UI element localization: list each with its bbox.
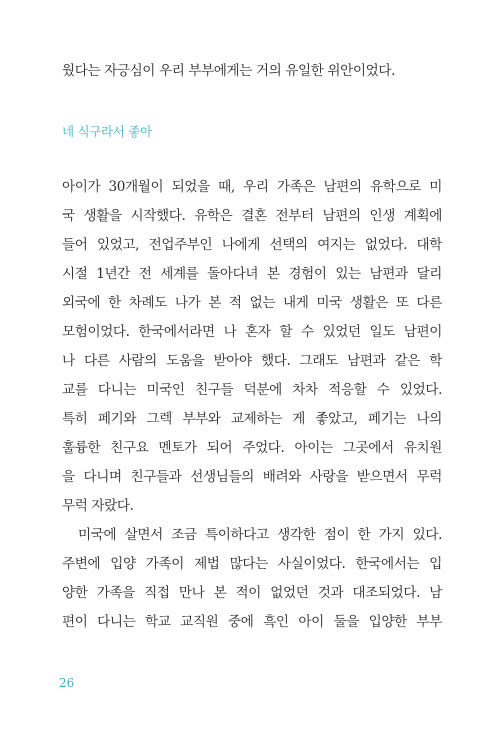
text-line: 주변에 입양 가족이 제법 많다는 사실이었다. 한국에서는 입 <box>62 556 442 572</box>
section-heading: 네 식구라서 좋아 <box>62 124 152 139</box>
text-line: 편이 다니는 학교 교직원 중에 흑인 아이 둘을 입양한 부부 <box>62 614 442 630</box>
text-line: 아이가 30개월이 되었을 때, 우리 가족은 남편의 유학으로 미 <box>62 179 442 195</box>
text-line: 양한 가족을 직접 만나 본 적이 없었던 것과 대조되었다. 남 <box>62 585 442 601</box>
text-line: 나 다른 사람의 도움을 받아야 했다. 그래도 남편과 같은 학 <box>62 353 442 369</box>
text-line: 무럭 자랐다. <box>62 498 134 514</box>
page-number: 26 <box>59 676 75 690</box>
text-line: 국 생활을 시작했다. 유학은 결혼 전부터 남편의 인생 계획에 <box>62 208 442 224</box>
text-line: 교를 다니는 미국인 친구들 덕분에 차차 적응할 수 있었다. <box>62 382 442 398</box>
text-line: 들어 있었고, 전업주부인 나에게 선택의 여지는 없었다. 대학 <box>62 237 442 253</box>
text-line: 외국에 한 차례도 나가 본 적 없는 내게 미국 생활은 또 다른 <box>62 295 442 311</box>
text-line: 모험이었다. 한국에서라면 나 혼자 할 수 있었던 일도 남편이 <box>62 324 442 340</box>
text-line: 특히 페기와 그렉 부부와 교제하는 게 좋았고, 페기는 나의 <box>62 411 442 427</box>
text-line: 시절 1년간 전 세계를 돌아다녀 본 경험이 있는 남편과 달리 <box>62 266 442 282</box>
text-line: 미국에 살면서 조금 특이하다고 생각한 점이 한 가지 있다. <box>78 527 442 543</box>
text-line: 을 다니며 친구들과 선생님들의 배려와 사랑을 받으면서 무럭 <box>62 469 442 485</box>
continued-text-line: 웠다는 자긍심이 우리 부부에게는 거의 유일한 위안이었다. <box>62 63 396 79</box>
text-line: 훌륭한 친구요 멘토가 되어 주었다. 아이는 그곳에서 유치원 <box>62 440 442 456</box>
